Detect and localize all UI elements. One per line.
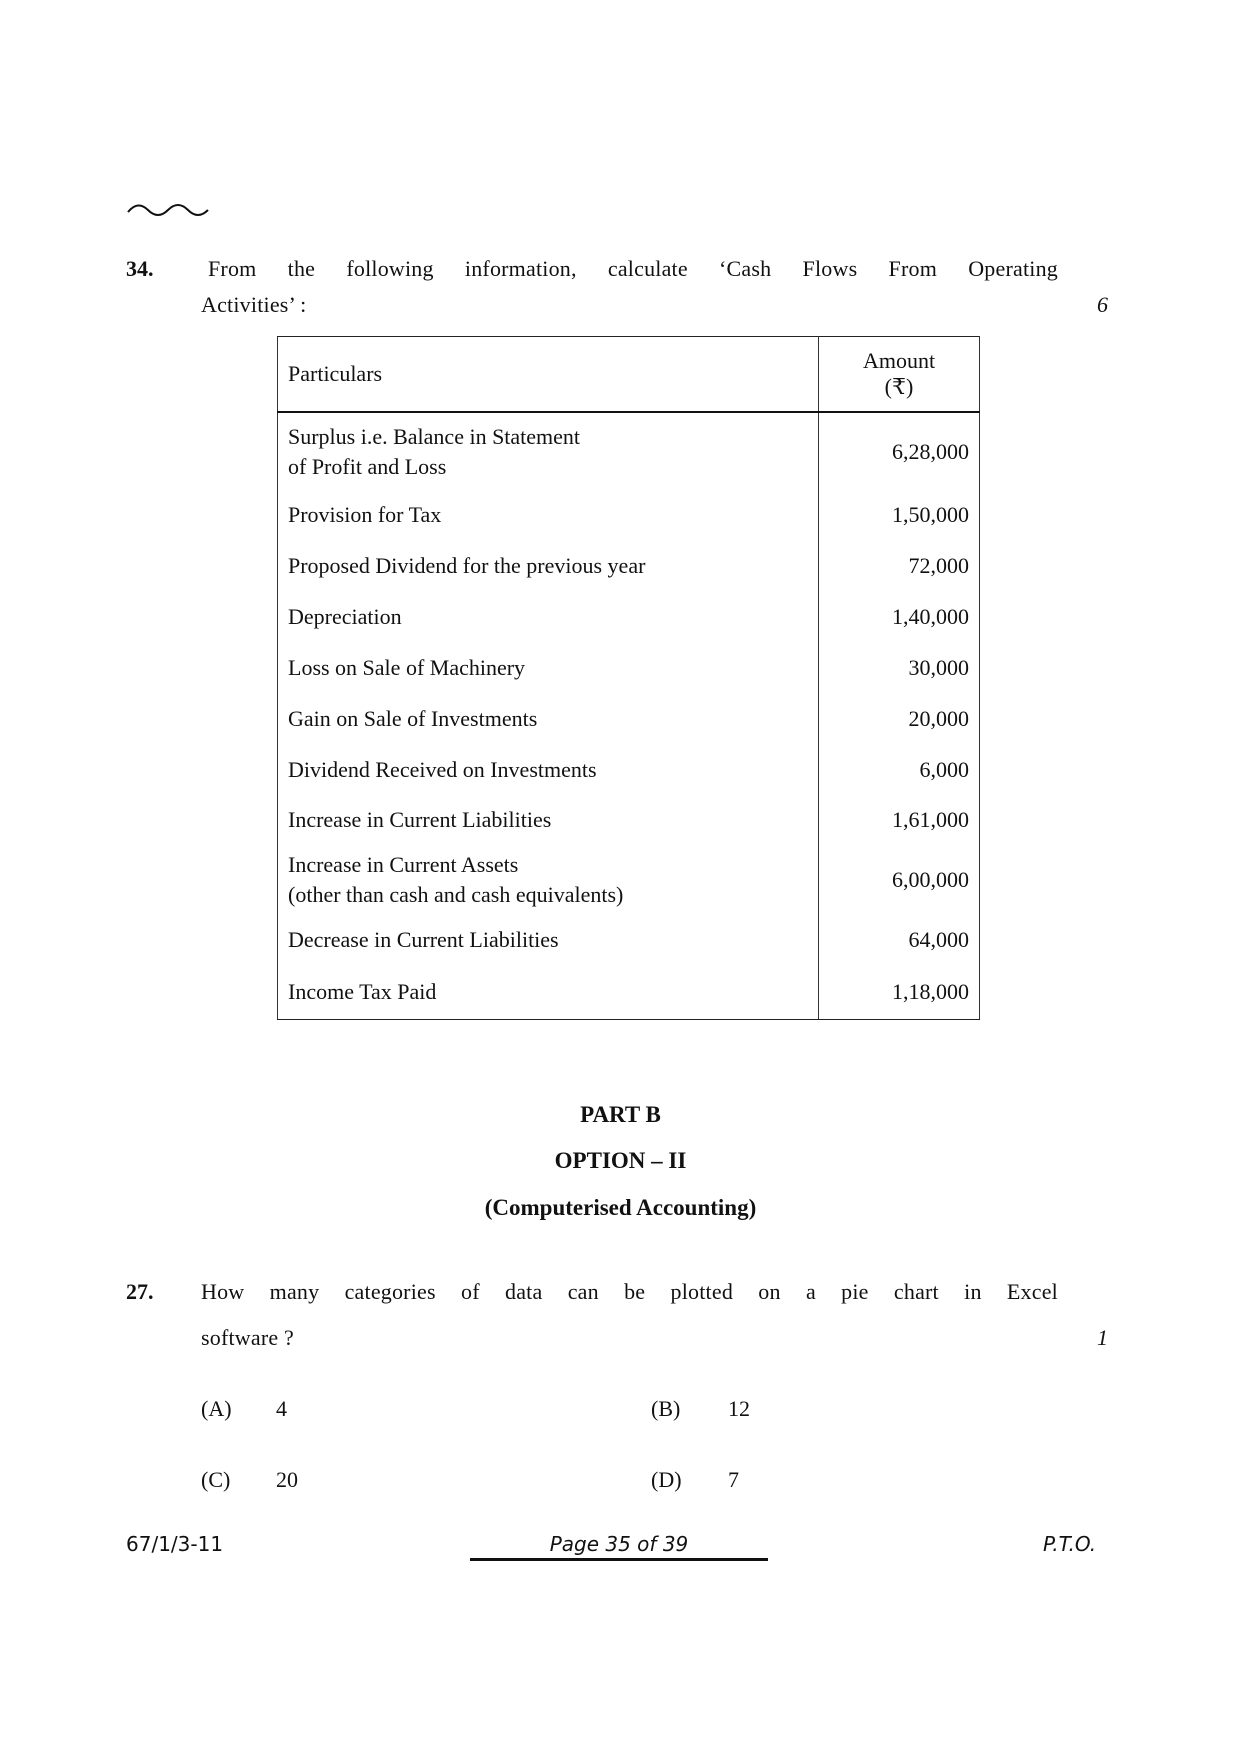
table-row (278, 744, 980, 795)
table-row (278, 642, 980, 693)
paper-code: 67/1/3-11 (126, 1532, 224, 1556)
row-label: Gain on Sale of Investments (278, 693, 819, 744)
row-amount: 30,000 (819, 642, 980, 693)
marks: 6 (1097, 292, 1108, 317)
question-text-cont: software ? (201, 1325, 295, 1350)
row-label: Provision for Tax (278, 490, 819, 540)
header-amount-label: Amount (862, 348, 936, 373)
row-label: Loss on Sale of Machinery (278, 642, 819, 693)
question-text: From the following information, calculate ‘Cash Flows From Operating (208, 256, 1058, 281)
question-number: 34. (126, 256, 154, 281)
page-number: Page 35 of 39 (549, 1532, 689, 1556)
section-subtitle: (Computerised Accounting) (484, 1195, 757, 1220)
row-label: Income Tax Paid (278, 965, 819, 1019)
row-label: Decrease in Current Liabilities (278, 915, 819, 965)
row-amount: 1,18,000 (819, 965, 980, 1019)
row-amount: 6,000 (819, 744, 980, 795)
header-particulars: Particulars (278, 337, 819, 413)
table-row (278, 915, 980, 965)
section-part: PART B (580, 1102, 661, 1127)
squiggle-icon (126, 198, 216, 220)
question-text: How many categories of data can be plotted on a pie chart in Excel (201, 1279, 1058, 1304)
row-amount: 20,000 (819, 693, 980, 744)
option-b-label: (B) (651, 1396, 681, 1421)
table-row (278, 540, 980, 591)
row-label-cont: of Profit and Loss (288, 453, 447, 479)
row-label: Increase in Current Liabilities (278, 795, 819, 845)
page-number-underline (470, 1558, 768, 1561)
table-row (278, 795, 980, 845)
pto-label: P.T.O. (1043, 1532, 1097, 1556)
option-c-value: 20 (276, 1467, 298, 1492)
option-a-label: (A) (201, 1396, 232, 1421)
table-row (278, 591, 980, 642)
question-number: 27. (126, 1279, 154, 1304)
option-b-value: 12 (728, 1396, 750, 1421)
option-c-label: (C) (201, 1467, 231, 1492)
row-label: Increase in Current Assets (288, 852, 519, 877)
option-a-value: 4 (276, 1396, 287, 1421)
question-text-cont: Activities’ : (201, 292, 307, 317)
row-label: Proposed Dividend for the previous year (278, 540, 819, 591)
row-amount: 1,61,000 (819, 795, 980, 845)
row-label-cont: (other than cash and cash equivalents) (288, 882, 624, 907)
row-amount: 1,40,000 (819, 591, 980, 642)
row-amount: 64,000 (819, 915, 980, 965)
section-option: OPTION – II (554, 1148, 687, 1173)
row-amount: 1,50,000 (819, 490, 980, 540)
table-row (278, 845, 980, 915)
table-row (278, 965, 980, 1019)
table-row (278, 490, 980, 540)
option-d-label: (D) (651, 1467, 682, 1492)
option-d-value: 7 (728, 1467, 739, 1492)
table-row (278, 412, 980, 490)
particulars-table (277, 336, 980, 1020)
row-label: Surplus i.e. Balance in Statement (288, 423, 581, 449)
row-label: Depreciation (278, 591, 819, 642)
header-amount-currency: (₹) (884, 374, 914, 399)
row-label: Dividend Received on Investments (278, 744, 819, 795)
header-amount (819, 337, 980, 413)
table-row (278, 693, 980, 744)
row-amount: 72,000 (819, 540, 980, 591)
table-header-row (278, 337, 980, 413)
row-amount: 6,28,000 (819, 412, 980, 490)
row-amount: 6,00,000 (819, 845, 980, 915)
marks: 1 (1097, 1325, 1108, 1350)
